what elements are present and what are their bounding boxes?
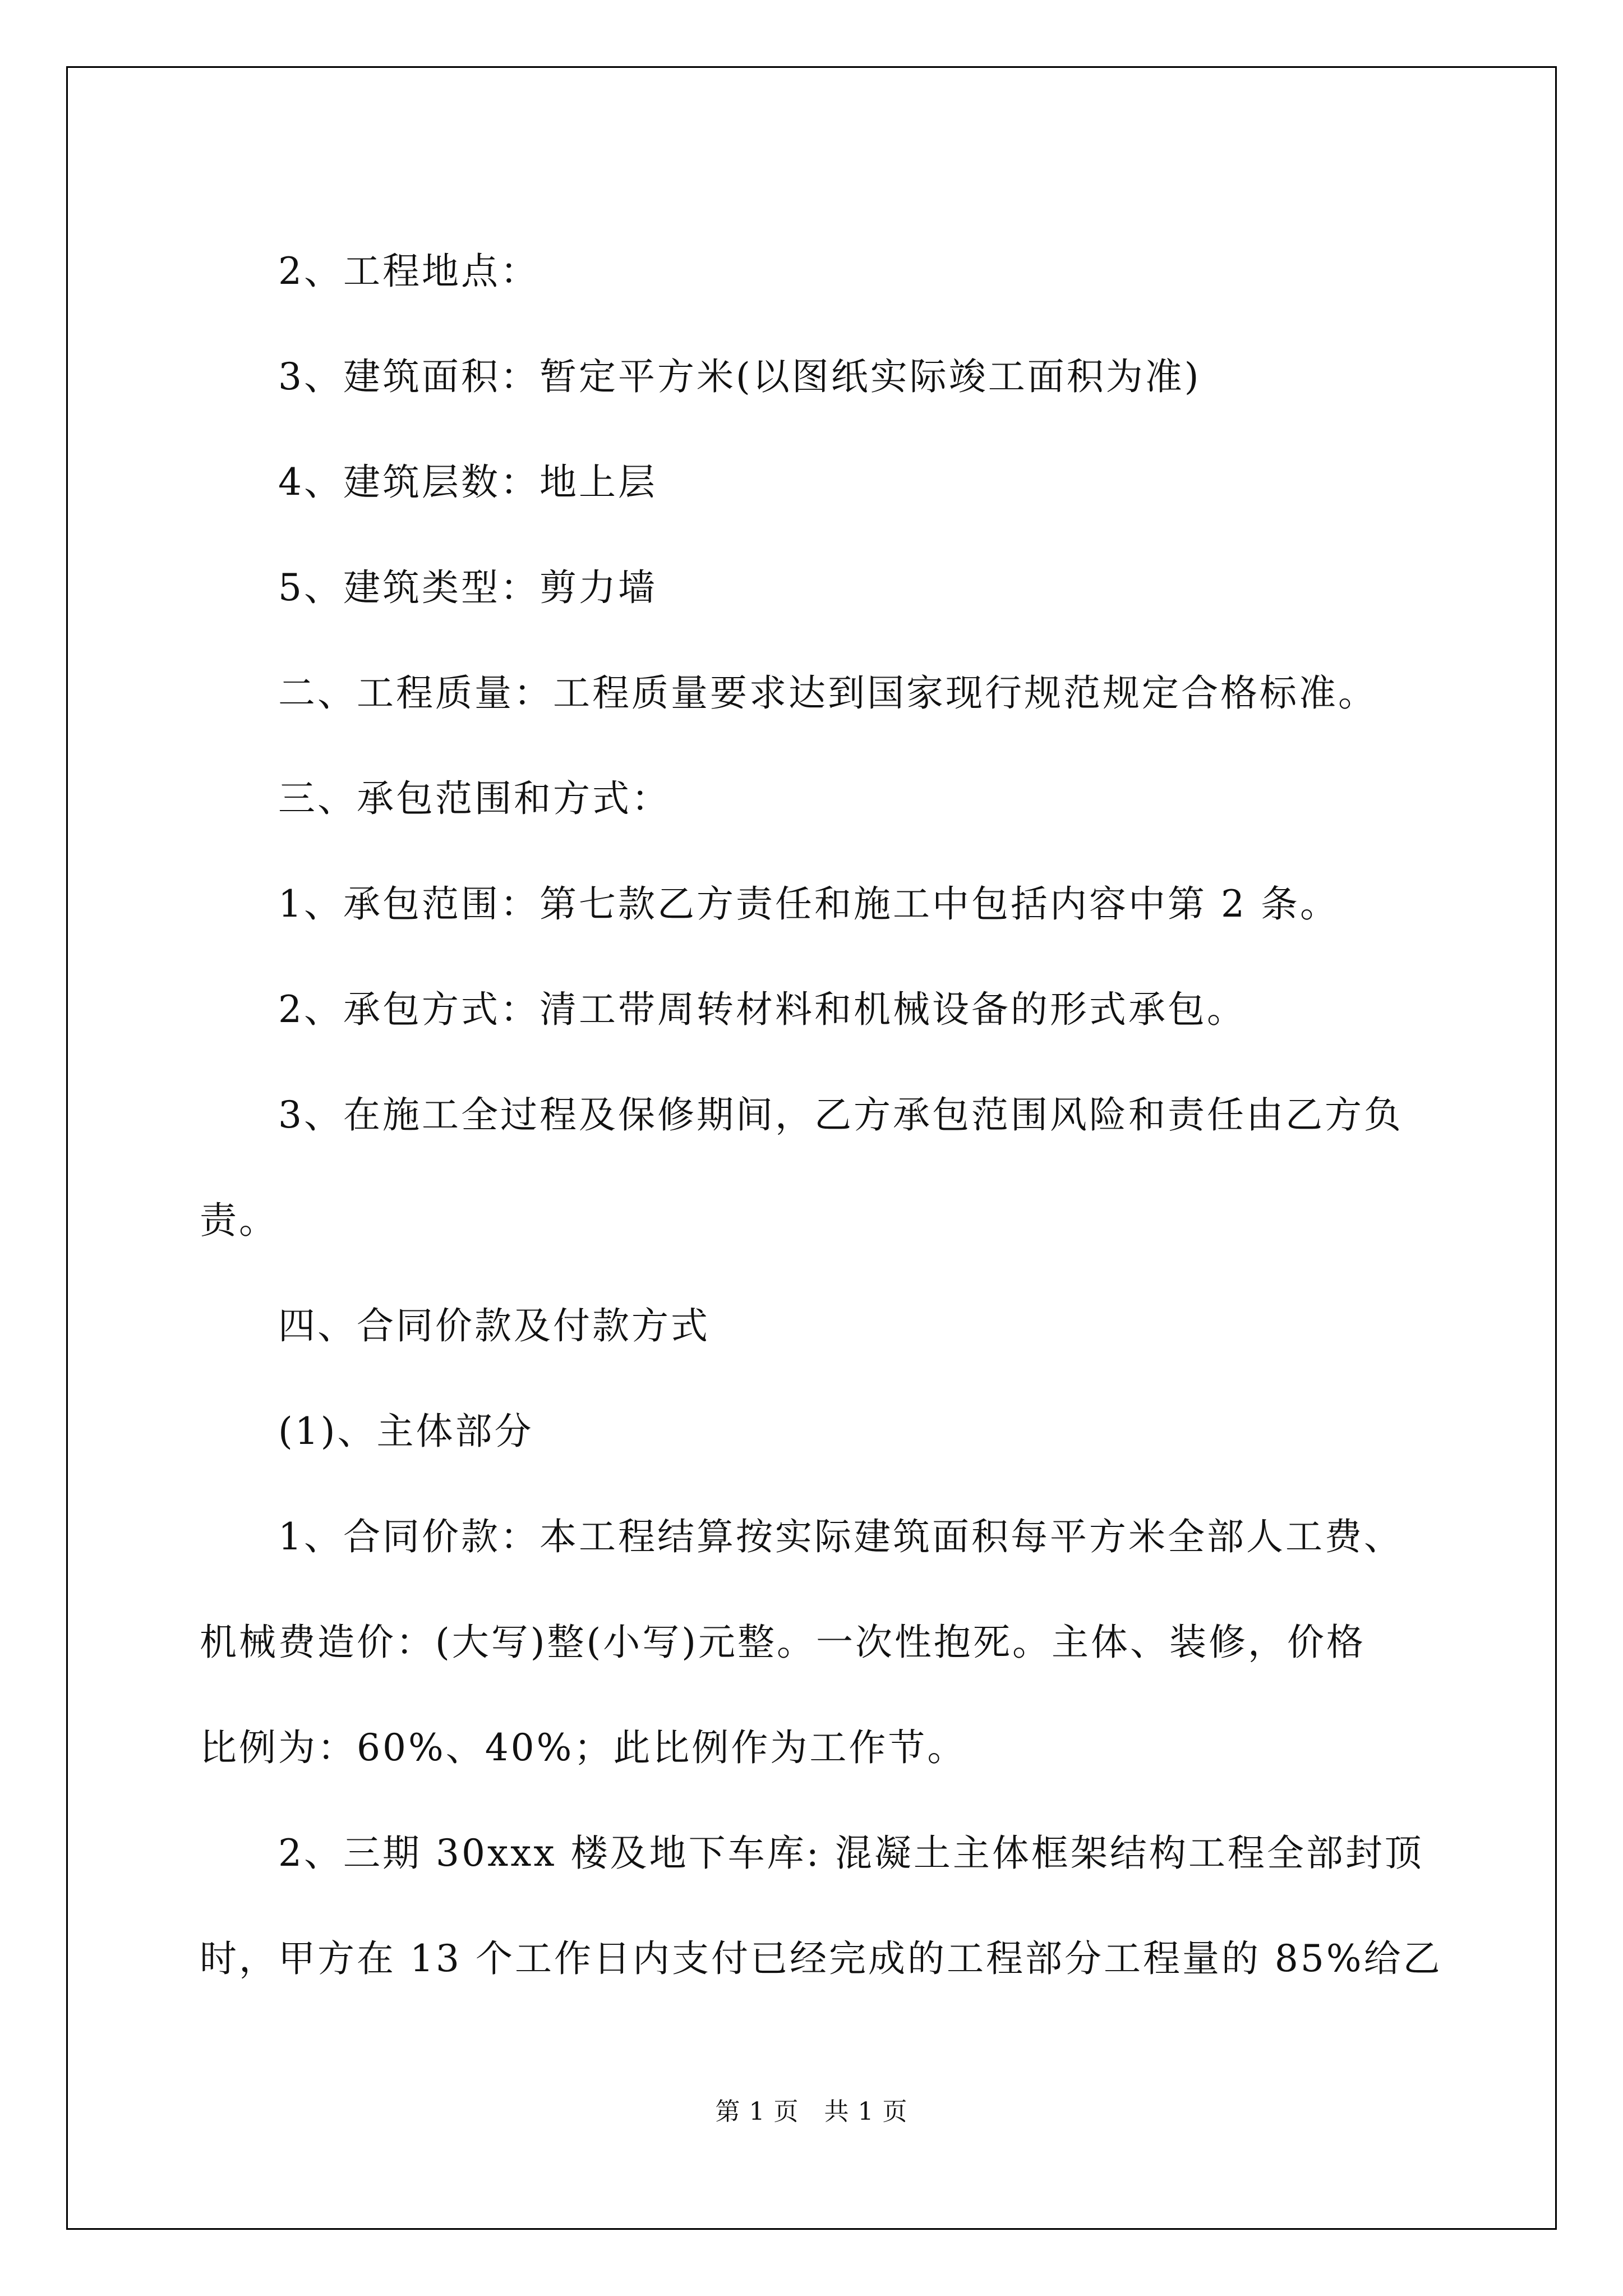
document-body	[200, 219, 1484, 2012]
paragraph-line: 三、承包范围和方式：	[278, 777, 671, 820]
paragraph-line: 2、工程地点：	[278, 250, 540, 293]
paragraph-line: 1、合同价款：本工程结算按实际建筑面积每平方米全部人工费、	[278, 1515, 1403, 1558]
paragraph-line: 二、工程质量：工程质量要求达到国家现行规范规定合格标准。	[278, 671, 1377, 715]
paragraph-line: 责。	[200, 1199, 278, 1242]
paragraph-line: 3、在施工全过程及保修期间，乙方承包范围风险和责任由乙方负	[278, 1093, 1403, 1137]
paragraph-line: 2、承包方式：清工带周转材料和机械设备的形式承包。	[278, 988, 1246, 1031]
paragraph-line: 比例为：60%、40%；此比例作为工作节。	[200, 1726, 967, 1769]
paragraph-line: 1、承包范围：第七款乙方责任和施工中包括内容中第 2 条。	[278, 882, 1339, 926]
paragraph-line: 时，甲方在 13 个工作日内支付已经完成的工程部分工程量的 85%给乙	[200, 1937, 1442, 1980]
page-footer: 第 1 页 共 1 页	[715, 2097, 908, 2126]
paragraph-line: (1)、主体部分	[278, 1410, 534, 1453]
paragraph-line: 四、合同价款及付款方式	[278, 1304, 710, 1347]
paragraph-line: 5、建筑类型：剪力墙	[278, 566, 657, 609]
paragraph-line: 4、建筑层数：地上层	[278, 461, 657, 504]
paragraph-line: 2、三期 30xxx 楼及地下车库: 混凝土主体框架结构工程全部封顶	[278, 1832, 1424, 1875]
paragraph-line: 3、建筑面积：暂定平方米(以图纸实际竣工面积为准)	[278, 355, 1201, 398]
paragraph-line: 机械费造价：(大写)整(小写)元整。一次性抱死。主体、装修，价格	[200, 1621, 1366, 1664]
